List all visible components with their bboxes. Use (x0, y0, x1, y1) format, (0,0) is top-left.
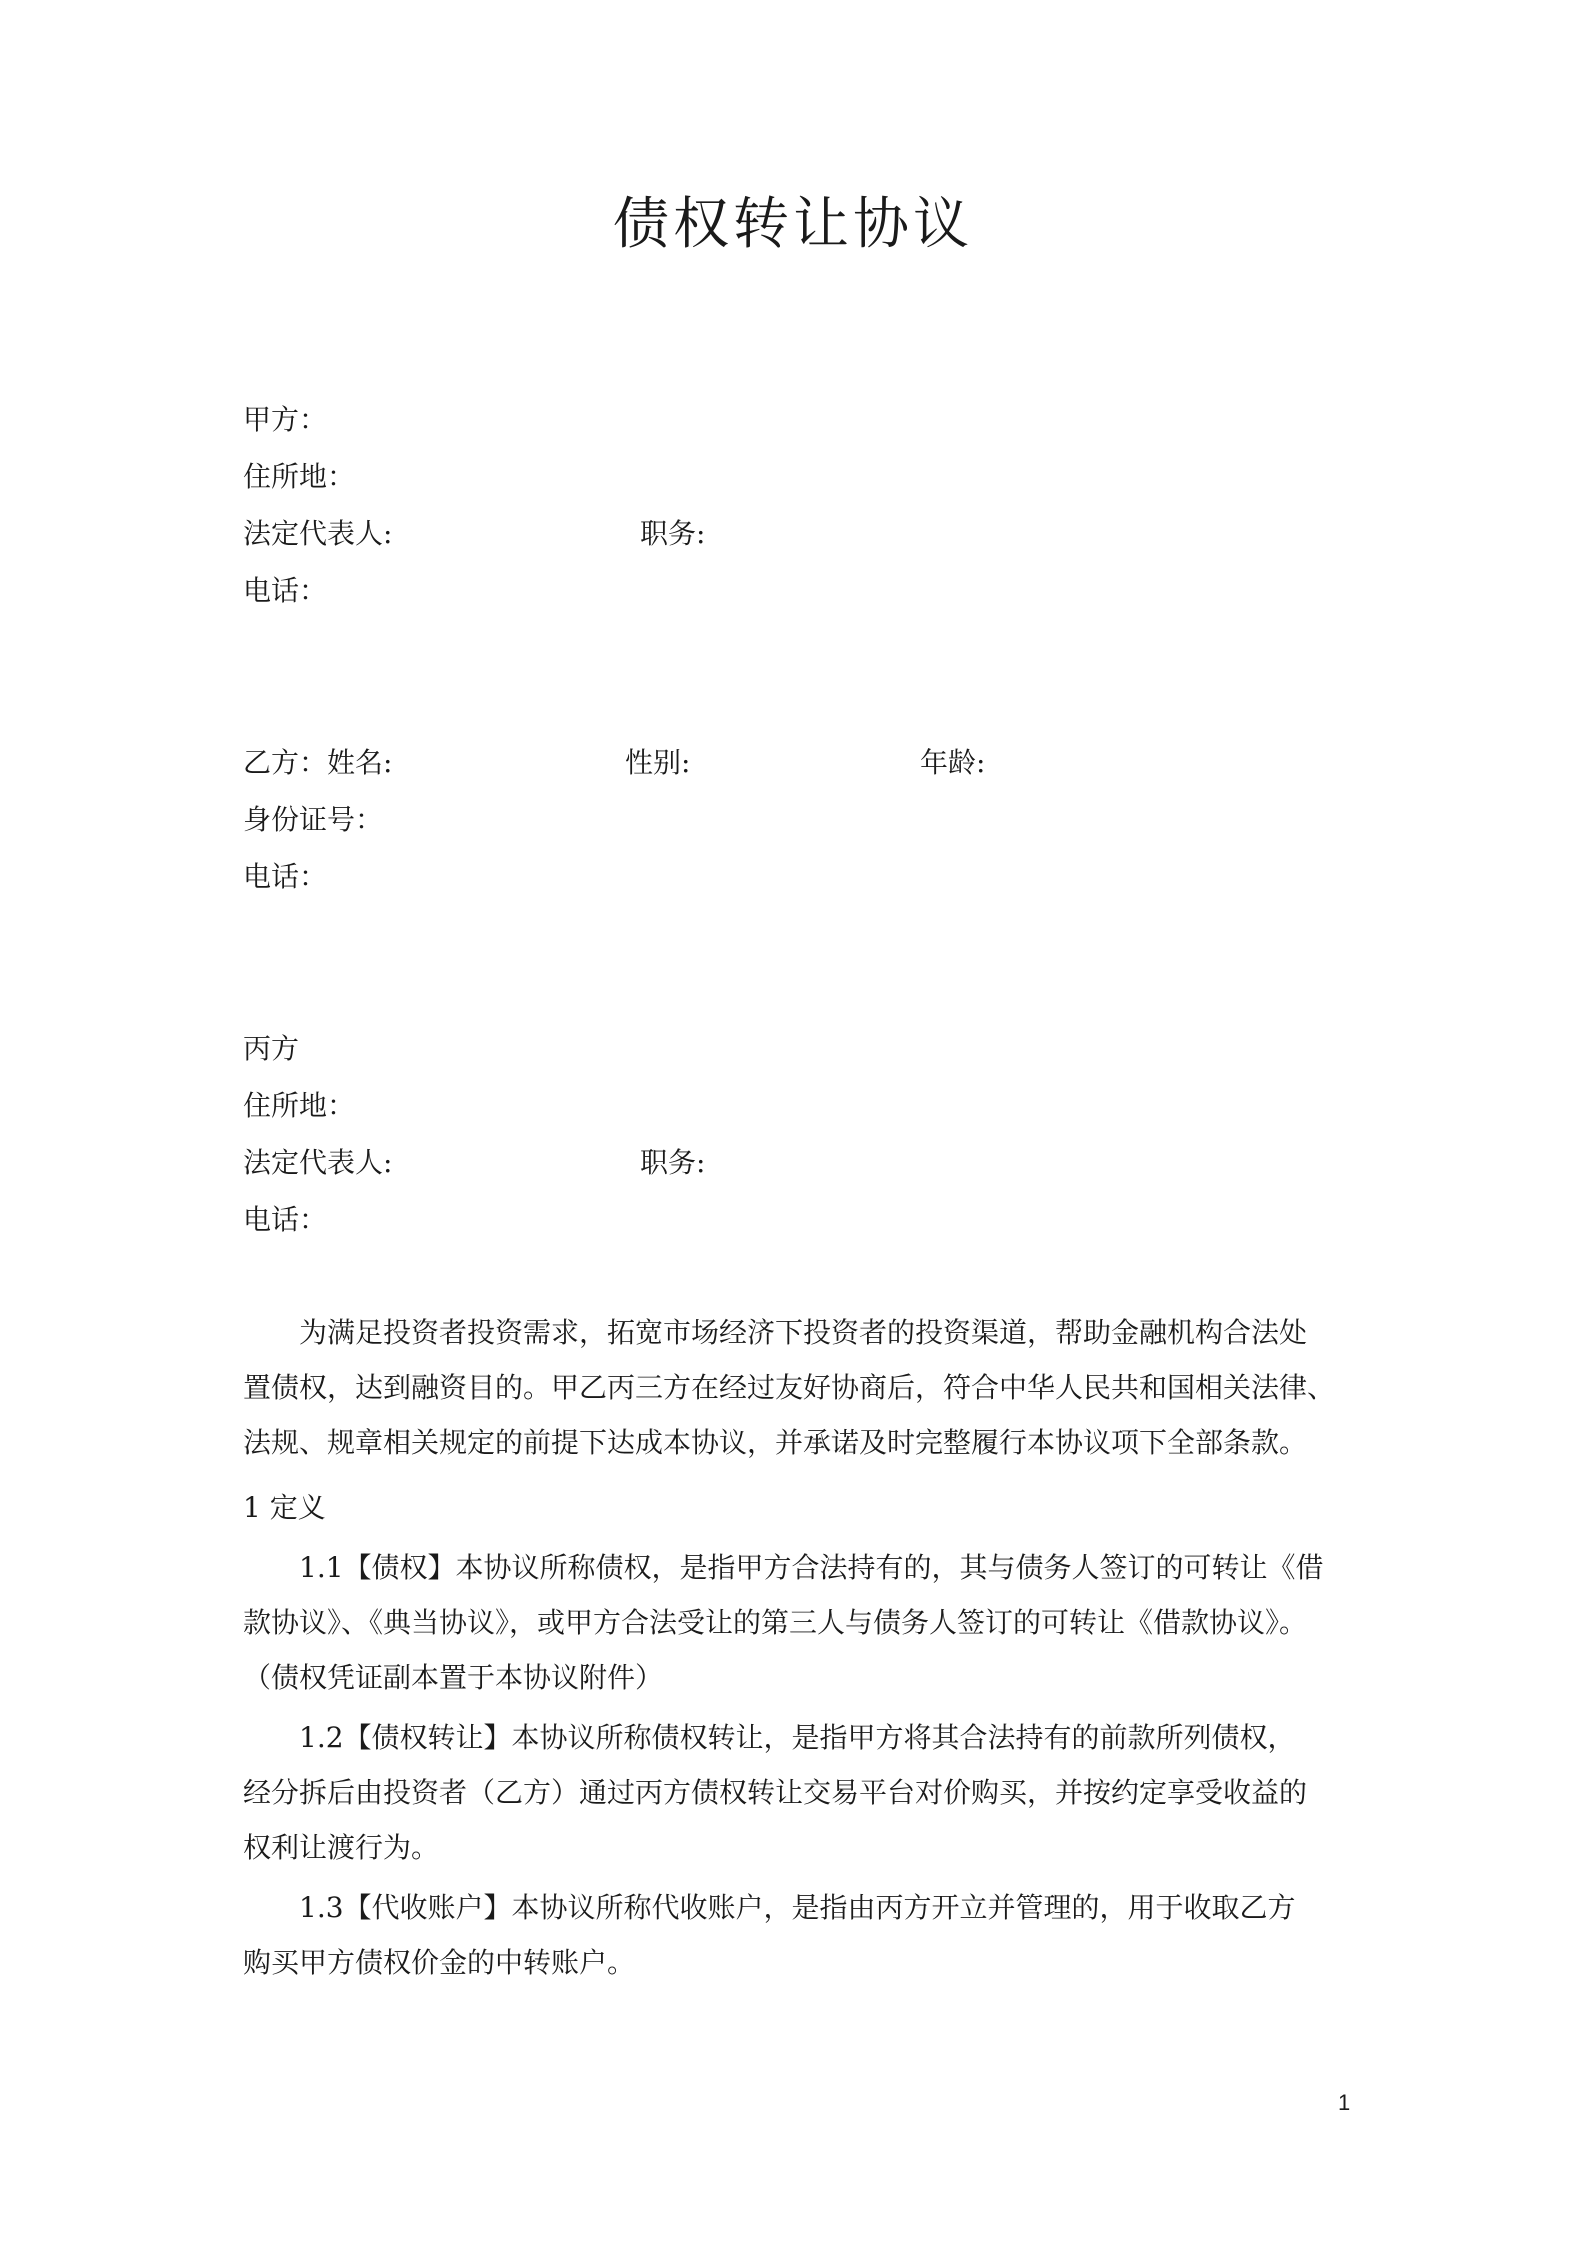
clause-1-1 (243, 1540, 1343, 1705)
party-a-legal-rep-label: 法定代表人: (243, 517, 393, 550)
clause-line: 经分拆后由投资者（乙方）通过丙方债权转让交易平台对价购买，并按约定享受收益的 (243, 1776, 1308, 1809)
party-c-label: 丙方 (243, 1032, 300, 1065)
party-a-label: 甲方： (243, 403, 328, 436)
party-b-phone-label: 电话： (243, 860, 328, 893)
party-c-address-label: 住所地： (243, 1089, 356, 1122)
clause-line: 1.2【债权转让】本协议所称债权转让，是指甲方将其合法持有的前款所列债权， (299, 1721, 1296, 1754)
clause-1-2 (243, 1710, 1343, 1875)
preamble-line: 为满足投资者投资需求，拓宽市场经济下投资者的投资渠道，帮助金融机构合法处 (299, 1316, 1308, 1349)
party-b-gender-label: 性别: (625, 746, 691, 779)
party-c-legal-rep-label: 法定代表人: (243, 1146, 393, 1179)
clause-line: （债权凭证副本置于本协议附件） (243, 1661, 664, 1694)
clause-line: 1.3【代收账户】本协议所称代收账户，是指由丙方开立并管理的，用于收取乙方 (299, 1891, 1296, 1924)
preamble-line: 法规、规章相关规定的前提下达成本协议，并承诺及时完整履行本协议项下全部条款。 (243, 1426, 1308, 1459)
preamble-paragraph (243, 1305, 1343, 1470)
page-number: 1 (1338, 2090, 1351, 2115)
clause-line: 购买甲方债权价金的中转账户。 (243, 1946, 636, 1979)
preamble-line: 置债权，达到融资目的。甲乙丙三方在经过友好协商后，符合中华人民共和国相关法律、 (243, 1371, 1336, 1404)
clause-1-3 (243, 1880, 1343, 1990)
party-c-position-label: 职务: (640, 1146, 706, 1179)
party-b-id-label: 身份证号： (243, 803, 384, 836)
party-b-name-label: 乙方：姓名: (243, 746, 393, 779)
party-a-phone-label: 电话： (243, 574, 328, 607)
party-c-phone-label: 电话： (243, 1203, 328, 1236)
party-b-age-label: 年龄: (920, 746, 986, 779)
party-a-position-label: 职务: (640, 517, 706, 550)
section-1-heading: 1 定义 (243, 1491, 326, 1524)
party-a-address-label: 住所地： (243, 460, 356, 493)
document-title: 债权转让协议 (613, 192, 973, 257)
clause-line: 1.1【债权】本协议所称债权，是指甲方合法持有的，其与债务人签订的可转让《借 (299, 1551, 1324, 1584)
clause-line: 款协议》、《典当协议》，或甲方合法受让的第三人与债务人签订的可转让《借款协议》。 (243, 1606, 1308, 1639)
clause-line: 权利让渡行为。 (243, 1831, 440, 1864)
